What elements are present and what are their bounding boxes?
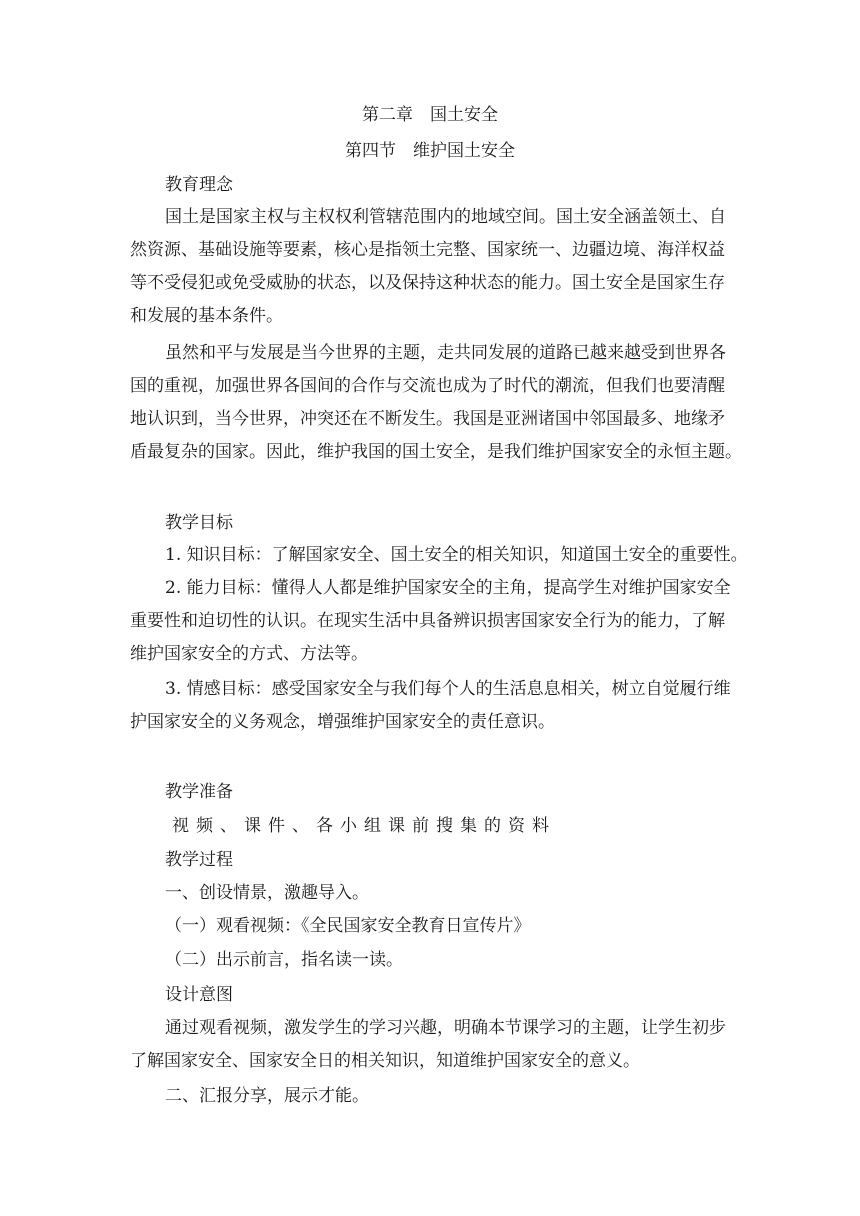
- paragraph-line: 盾最复杂的国家。因此，维护我国的国土安全，是我们维护国家安全的永恒主题。: [130, 442, 742, 462]
- process-step-1: 一、创设情景，激趣导入。: [165, 883, 369, 903]
- paragraph-line: 和发展的基本条件。: [130, 306, 283, 326]
- process-substep-1: （一）观看视频：《全民国家安全教育日宣传片》: [165, 916, 531, 936]
- paragraph-line: 护国家安全的义务观念，增强维护国家安全的责任意识。: [130, 712, 555, 732]
- paragraph-line: 维护国家安全的方式、方法等。: [130, 644, 368, 664]
- process-substep-2: （二）出示前言，指名读一读。: [165, 950, 403, 970]
- goal-ability: 2. 能力目标：懂得人人都是维护国家安全的主角，提高学生对维护国家安全: [165, 578, 731, 598]
- paragraph-line: 国的重视，加强世界各国间的合作与交流也成为了时代的潮流，但我们也要清醒: [130, 376, 725, 396]
- paragraph-line: 等不受侵犯或免受威胁的状态，以及保持这种状态的能力。国土安全是国家生存: [130, 273, 725, 293]
- preparation-content: 视频、课件、各小组课前搜集的资料: [172, 816, 556, 836]
- paragraph-line: 重要性和迫切性的认识。在现实生活中具备辨识损害国家安全行为的能力，了解: [130, 611, 725, 631]
- paragraph-line: 了解国家安全、国家安全日的相关知识，知道维护国家安全的意义。: [130, 1051, 640, 1071]
- process-heading: 教学过程: [165, 850, 233, 870]
- paragraph-line: 虽然和平与发展是当今世界的主题，走共同发展的道路已越来越受到世界各: [165, 343, 726, 363]
- preparation-heading: 教学准备: [165, 782, 233, 802]
- goals-heading: 教学目标: [165, 513, 233, 533]
- chapter-title: 第二章 国土安全: [362, 105, 498, 125]
- paragraph-line: 国土是国家主权与主权权利管辖范围内的地域空间。国土安全涵盖领土、自: [165, 207, 726, 227]
- philosophy-heading: 教育理念: [165, 175, 233, 195]
- paragraph-line: 然资源、基础设施等要素，核心是指领土完整、国家统一、边疆边境、海洋权益: [130, 240, 725, 260]
- process-step-2: 二、汇报分享，展示才能。: [165, 1086, 369, 1106]
- goal-knowledge: 1. 知识目标：了解国家安全、国土安全的相关知识，知道国土安全的重要性。: [165, 545, 748, 565]
- paragraph-line: 通过观看视频，激发学生的学习兴趣，明确本节课学习的主题，让学生初步: [165, 1018, 726, 1038]
- design-intent-heading: 设计意图: [165, 985, 233, 1005]
- section-title: 第四节 维护国土安全: [345, 141, 515, 161]
- goal-emotion: 3. 情感目标：感受国家安全与我们每个人的生活息息相关，树立自觉履行维: [165, 679, 731, 699]
- paragraph-line: 地认识到，当今世界，冲突还在不断发生。我国是亚洲诸国中邻国最多、地缘矛: [130, 409, 725, 429]
